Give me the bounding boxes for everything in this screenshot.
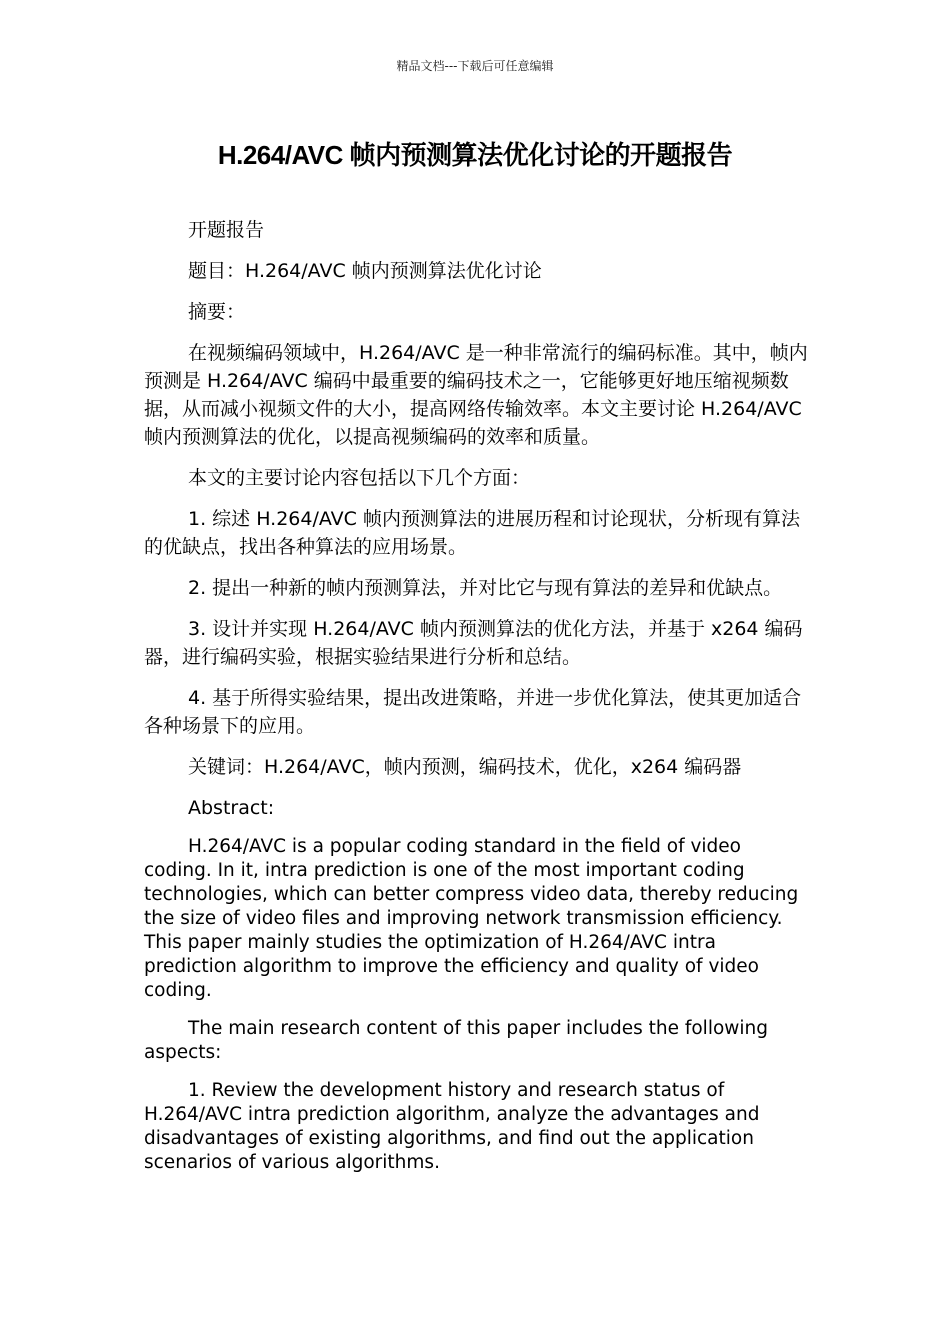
list-item-zh-4: 4. 基于所得实验结果，提出改进策略，并进一步优化算法，使其更加适合各种场景下的应用。: [144, 687, 802, 737]
abstract-paragraph-zh: 在视频编码领域中，H.264/AVC 是一种非常流行的编码标准。其中，帧内预测是 H.264/AVC 编码中最重要的编码技术之一，它能够更好地压缩视频数据，从而减小视频文件的大小，提高网络传输效率。本文主要讨论 H.264/AVC 帧内预测算法的优化，以提高视频编码的效率和质量。: [144, 342, 808, 448]
list-item-zh-2: 2. 提出一种新的帧内预测算法，并对比它与现有算法的差异和优缺点。: [188, 577, 783, 599]
document-body: [144, 216, 808, 1189]
contents-intro-en: The main research content of this paper includes the following aspects:: [144, 1018, 769, 1063]
contents-intro-zh: 本文的主要讨论内容包括以下几个方面：: [188, 467, 531, 489]
abstract-heading-zh: 摘要：: [188, 301, 246, 323]
topic-line: 题目：H.264/AVC 帧内预测算法优化讨论: [188, 260, 542, 282]
keywords-line: 关键词：H.264/AVC，帧内预测，编码技术，优化，x264 编码器: [188, 756, 742, 778]
list-item-en-1: 1. Review the development history and research status of H.264/AVC intra prediction algorithm, analyze the advantages and disadvantages of existing algorithms, and find out the application scenarios of various algorithms.: [144, 1080, 760, 1173]
list-item-zh-1: 1. 综述 H.264/AVC 帧内预测算法的进展历程和讨论现状，分析现有算法的优缺点，找出各种算法的应用场景。: [144, 508, 800, 558]
abstract-heading-en: Abstract:: [188, 797, 275, 819]
list-item-zh-3: 3. 设计并实现 H.264/AVC 帧内预测算法的优化方法，并基于 x264 编码器，进行编码实验，根据实验结果进行分析和总结。: [144, 618, 803, 668]
document-title: H.264/AVC 帧内预测算法优化讨论的开题报告: [217, 140, 733, 170]
abstract-paragraph-en: H.264/AVC is a popular coding standard in the field of video coding. In it, intra prediction is one of the most important coding technologies, which can better compress video data, thereby reducing the size of video files and improving network transmission efficiency. This paper mainly studies the optimization of H.264/AVC intra prediction algorithm to improve the efficiency and quality of video coding.: [144, 836, 799, 1001]
header-note: 精品文档---下载后可任意编辑: [396, 59, 554, 73]
section-label-proposal: 开题报告: [188, 219, 265, 241]
